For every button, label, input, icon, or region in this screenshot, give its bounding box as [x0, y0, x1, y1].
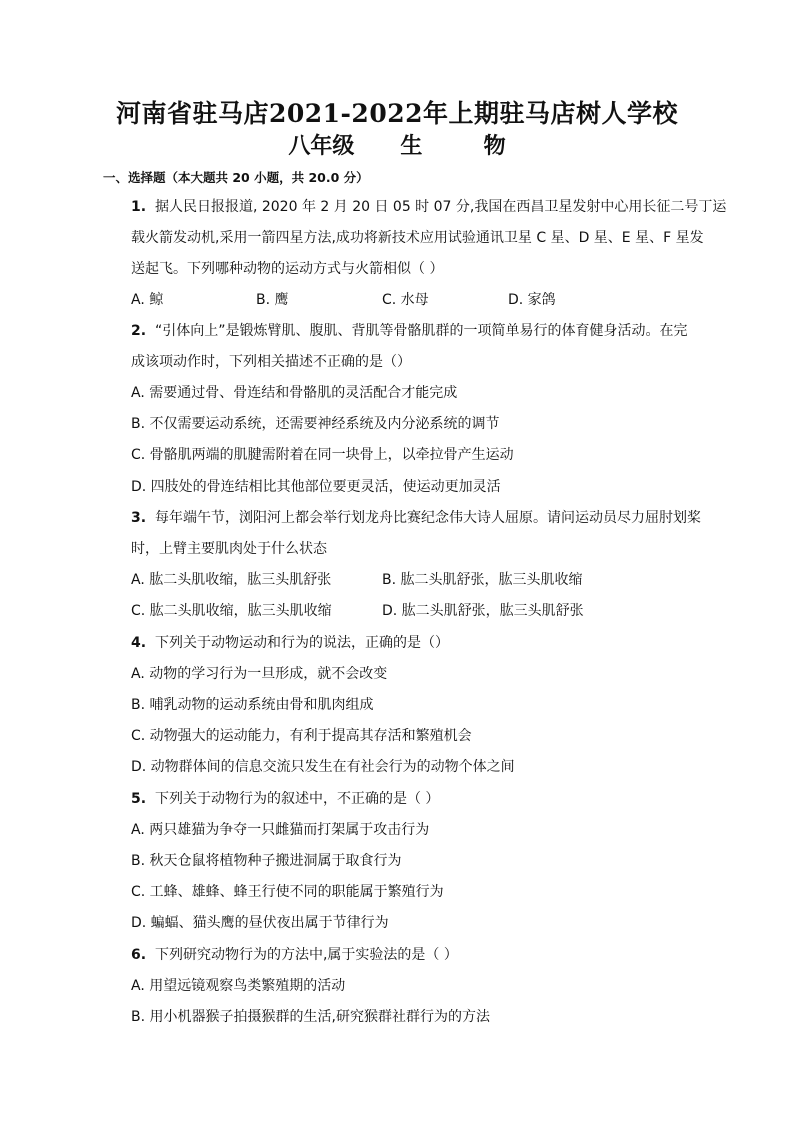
- option-d: D. 动物群体间的信息交流只发生在有社会行为的动物个体之间: [131, 759, 515, 775]
- question-stem-line: 每年端午节，浏阳河上都会举行划龙舟比赛纪念伟大诗人屈原。请问运动员尽力屈肘划桨: [154, 510, 701, 526]
- question-stem-line: 载火箭发动机,采用一箭四星方法,成功将新技术应用试验通讯卫星 C 星、D 星、E 星、F 星发: [131, 230, 704, 246]
- question-6: [131, 946, 458, 964]
- option-b: B. 哺乳动物的运动系统由骨和肌肉组成: [131, 697, 374, 713]
- option-a: A. 用望远镜观察鸟类繁殖期的活动: [131, 978, 346, 994]
- option-d: D. 肱二头肌舒张，肱三头肌舒张: [382, 603, 584, 619]
- option-c: C. 工蜂、雄蜂、蜂王行使不同的职能属于繁殖行为: [131, 884, 444, 900]
- option-b: B. 秋天仓鼠将植物种子搬进洞属于取食行为: [131, 853, 402, 869]
- option-c: C. 动物强大的运动能力，有利于提高其存活和繁殖机会: [131, 728, 472, 744]
- question-stem-line: “引体向上”是锻炼臂肌、腹肌、背肌等骨骼肌群的一项简单易行的体育健身活动。在完: [154, 323, 688, 339]
- exam-title: 河南省驻马店2021-2022年上期驻马店树人学校: [115, 99, 679, 128]
- question-number: 4.: [131, 635, 147, 651]
- option-d: D. 家鸽: [508, 292, 556, 308]
- option-a: A. 鲸: [131, 292, 164, 308]
- option-b: B. 不仅需要运动系统，还需要神经系统及内分泌系统的调节: [131, 416, 500, 432]
- option-d: D. 蝙蝠、猫头鹰的昼伏夜出属于节律行为: [131, 915, 389, 931]
- question-stem-line: 成该项动作时，下列相关描述不正确的是（）: [131, 354, 411, 370]
- question-number: 2.: [131, 323, 147, 339]
- question-2: [131, 322, 687, 340]
- question-stem-line: 下列研究动物行为的方法中,属于实验法的是（ ）: [154, 947, 458, 963]
- question-3: [131, 509, 701, 527]
- option-a: A. 肱二头肌收缩，肱三头肌舒张: [131, 572, 332, 588]
- question-stem-line: 送起飞。下列哪种动物的运动方式与火箭相似（ ）: [131, 261, 444, 277]
- section-heading: 一、选择题（本大题共 20 小题，共 20.0 分）: [103, 170, 369, 185]
- question-5: [131, 790, 439, 808]
- question-stem-line: 下列关于动物运动和行为的说法，正确的是（）: [154, 635, 449, 651]
- question-1: [131, 198, 726, 216]
- question-stem-line: 下列关于动物行为的叙述中，不正确的是（ ）: [154, 791, 440, 807]
- option-a: A. 需要通过骨、骨连结和骨骼肌的灵活配合才能完成: [131, 385, 458, 401]
- option-a: A. 动物的学习行为一旦形成，就不会改变: [131, 666, 388, 682]
- option-b: B. 鹰: [256, 292, 289, 308]
- question-number: 3.: [131, 510, 147, 526]
- question-number: 6.: [131, 947, 147, 963]
- option-c: C. 骨骼肌两端的肌腱需附着在同一块骨上，以牵拉骨产生运动: [131, 447, 514, 463]
- question-number: 1.: [131, 199, 147, 215]
- question-number: 5.: [131, 791, 147, 807]
- question-4: [131, 634, 449, 652]
- option-a: A. 两只雄猫为争夺一只雌猫而打架属于攻击行为: [131, 822, 430, 838]
- exam-subtitle: 八年级 生 物: [288, 133, 506, 159]
- question-stem-line: 时，上臂主要肌肉处于什么状态: [131, 541, 327, 557]
- option-d: D. 四肢处的骨连结相比其他部位要更灵活，使运动更加灵活: [131, 479, 501, 495]
- option-c: C. 水母: [382, 292, 429, 308]
- option-b: B. 用小机器猴子拍摄猴群的生活,研究猴群社群行为的方法: [131, 1009, 490, 1025]
- option-c: C. 肱二头肌收缩，肱三头肌收缩: [131, 603, 332, 619]
- question-stem-line: 据人民日报报道, 2020 年 2 月 20 日 05 时 07 分,我国在西昌卫星发射中心用长征二号丁运: [154, 199, 727, 215]
- option-b: B. 肱二头肌舒张，肱三头肌收缩: [382, 572, 583, 588]
